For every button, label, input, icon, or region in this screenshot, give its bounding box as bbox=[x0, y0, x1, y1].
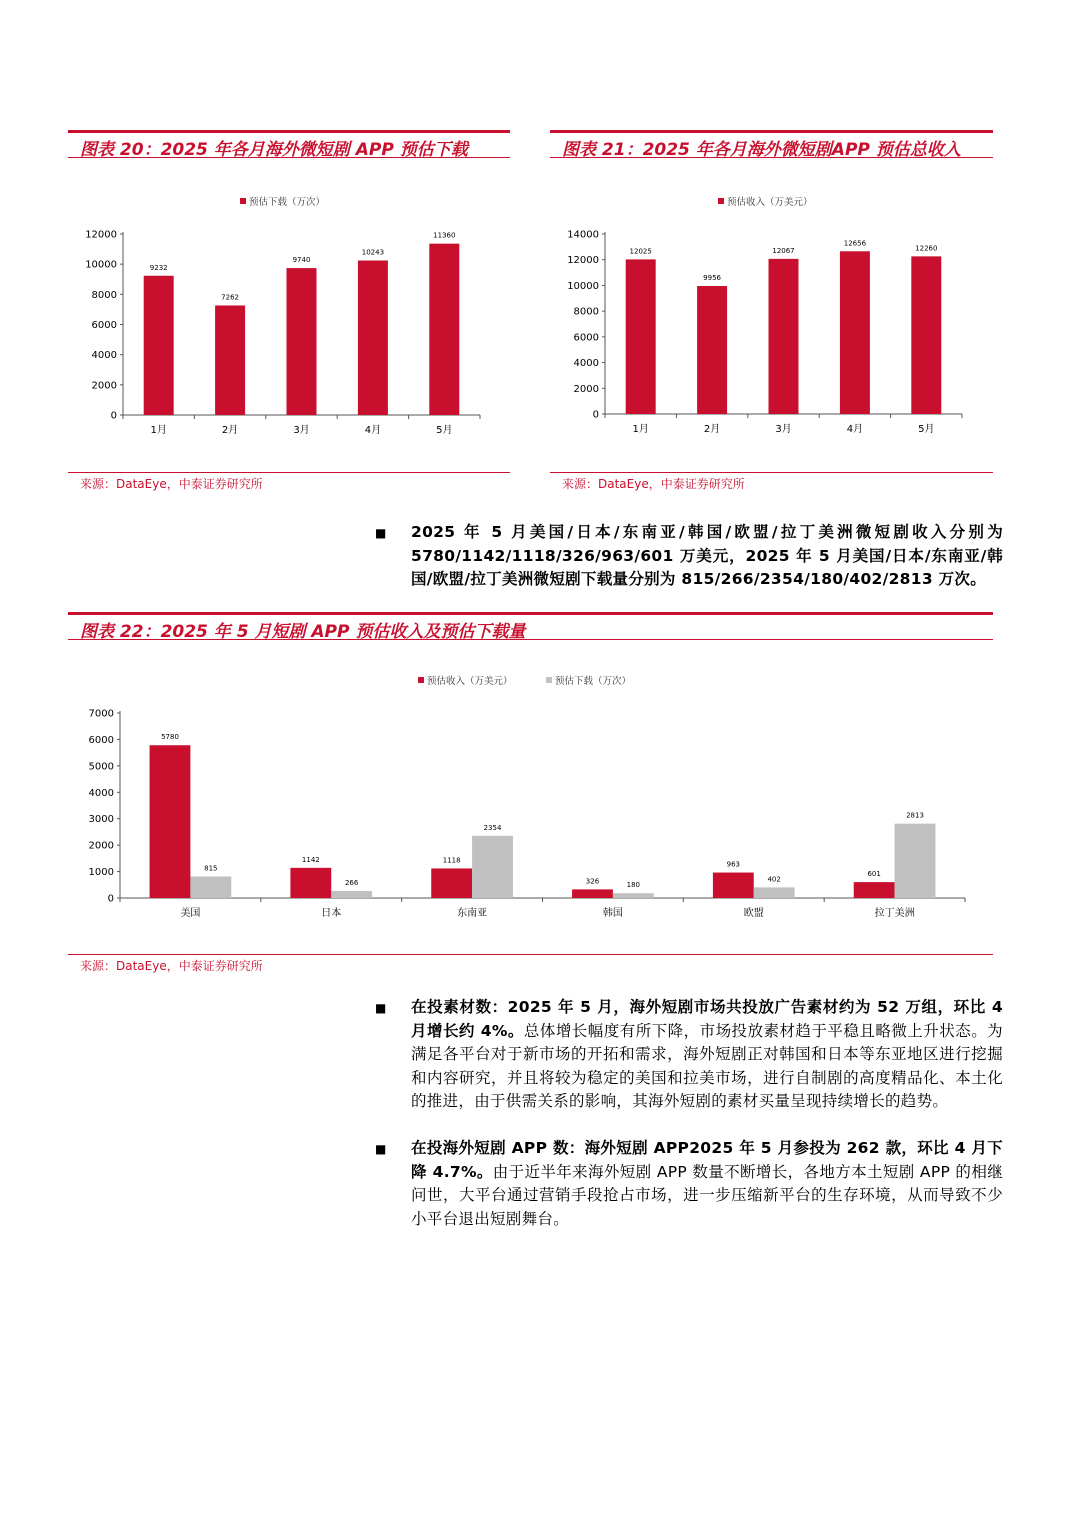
bar-primary bbox=[215, 305, 245, 415]
bullet-paragraph-2 bbox=[411, 996, 1003, 1114]
bar-primary bbox=[769, 259, 799, 414]
bullet-marker-3: ■ bbox=[375, 1142, 387, 1156]
legend-label: 预估收入（万美元） bbox=[427, 676, 513, 687]
data-label: 963 bbox=[726, 860, 741, 869]
data-label: 2354 bbox=[483, 823, 502, 832]
data-label: 9956 bbox=[703, 273, 722, 282]
y-tick-label: 4000 bbox=[573, 358, 599, 370]
data-label: 10243 bbox=[361, 248, 385, 257]
bar-primary bbox=[713, 873, 754, 898]
bullet-paragraph-3-text: 由于近半年来海外短剧 APP 数量不断增长，各地方本土短剧 APP 的相继问世，大平台通过营销手段抢占市场，进一步压缩新平台的生存环境，从而导致不少小平台退出短剧舞台。 bbox=[411, 1162, 1003, 1228]
bar-secondary bbox=[472, 836, 513, 898]
bar-primary bbox=[626, 259, 656, 414]
data-label: 402 bbox=[767, 875, 781, 884]
data-label: 9740 bbox=[292, 256, 311, 265]
x-tick-label: 2月 bbox=[221, 425, 239, 436]
bar-secondary bbox=[754, 887, 795, 898]
bar-primary bbox=[854, 882, 895, 898]
data-label: 601 bbox=[867, 870, 881, 879]
bar-primary bbox=[287, 268, 317, 415]
data-label: 7262 bbox=[221, 293, 240, 302]
bar-primary bbox=[431, 868, 472, 898]
legend-swatch bbox=[240, 198, 246, 204]
bar-primary bbox=[150, 745, 191, 898]
figure-20-source-divider bbox=[68, 472, 510, 473]
y-tick-label: 6000 bbox=[573, 332, 599, 344]
figure-21-source: 来源：DataEye，中泰证券研究所 bbox=[562, 477, 745, 491]
x-tick-label: 韩国 bbox=[602, 908, 623, 919]
bar-primary bbox=[697, 286, 727, 414]
legend-swatch bbox=[418, 677, 424, 683]
data-label: 12067 bbox=[772, 246, 795, 255]
bullet-paragraph-3 bbox=[411, 1137, 1003, 1231]
y-tick-label: 5000 bbox=[88, 761, 114, 773]
data-label: 12025 bbox=[629, 247, 652, 256]
figure-21-source-divider bbox=[550, 472, 993, 473]
bar-primary bbox=[572, 889, 613, 898]
y-tick-label: 6000 bbox=[88, 734, 114, 746]
x-tick-label: 美国 bbox=[180, 908, 201, 919]
y-tick-label: 1000 bbox=[88, 867, 114, 879]
y-tick-label: 3000 bbox=[88, 814, 114, 826]
bullet-paragraph-2-lead: 在投素材数：2025 年 5 月，海外短剧市场共投放广告素材约为 52 万组，环比 4 月增长约 4%。 bbox=[411, 998, 1003, 1040]
y-tick-label: 10000 bbox=[85, 259, 117, 271]
y-tick-label: 0 bbox=[107, 893, 114, 905]
figure-21-title: 图表 21：2025 年各月海外微短剧APP 预估总收入 bbox=[562, 140, 961, 160]
y-tick-label: 10000 bbox=[567, 280, 599, 292]
x-tick-label: 5月 bbox=[436, 425, 453, 436]
bar-secondary bbox=[895, 824, 936, 898]
bullet-marker-1: ■ bbox=[375, 526, 387, 540]
legend-label: 预估收入（万美元） bbox=[727, 197, 813, 208]
legend-label: 预估下载（万次） bbox=[249, 197, 326, 208]
y-tick-label: 0 bbox=[592, 409, 599, 421]
bullet-paragraph-1-text: 2025 年 5 月美国/日本/东南亚/韩国/欧盟/拉丁美洲微短剧收入分别为 5780/1142/1118/326/963/601 万美元，2025 年 5 月美国/日本/东南亚/韩国/欧盟/拉丁美洲微短剧下载量分别为 815/266/2354/180/402/2813 万次。 bbox=[411, 523, 1003, 588]
legend-swatch bbox=[718, 198, 724, 204]
data-label: 11360 bbox=[433, 231, 456, 240]
y-tick-label: 14000 bbox=[567, 229, 599, 241]
figure-22-chart bbox=[68, 670, 993, 930]
x-tick-label: 日本 bbox=[321, 908, 342, 919]
y-tick-label: 8000 bbox=[573, 306, 599, 318]
figure-22-title-bar bbox=[68, 612, 993, 640]
data-label: 815 bbox=[204, 864, 218, 873]
y-tick-label: 4000 bbox=[88, 787, 114, 799]
data-label: 1142 bbox=[301, 855, 320, 864]
figure-21-title-bar bbox=[550, 130, 993, 158]
figure-22-title: 图表 22：2025 年 5 月短剧 APP 预估收入及预估下载量 bbox=[80, 622, 526, 642]
data-label: 180 bbox=[626, 881, 641, 890]
y-tick-label: 12000 bbox=[567, 255, 599, 267]
bar-secondary bbox=[613, 893, 654, 898]
bar-primary bbox=[144, 276, 174, 415]
bullet-paragraph-1 bbox=[411, 521, 1003, 592]
bar-primary bbox=[290, 868, 331, 898]
x-tick-label: 3月 bbox=[293, 425, 310, 436]
x-tick-label: 3月 bbox=[775, 424, 792, 435]
x-tick-label: 1月 bbox=[150, 425, 167, 436]
data-label: 9232 bbox=[149, 263, 168, 272]
bar-secondary bbox=[331, 891, 372, 898]
figure-20-title: 图表 20：2025 年各月海外微短剧 APP 预估下载 bbox=[80, 140, 468, 160]
x-tick-label: 4月 bbox=[846, 424, 864, 435]
bullet-paragraph-3-lead: 在投海外短剧 APP 数：海外短剧 APP2025 年 5 月参投为 262 款，环比 4 月下降 4.7%。 bbox=[411, 1139, 1003, 1181]
legend-swatch bbox=[546, 677, 552, 683]
figure-21-chart bbox=[550, 190, 993, 450]
data-label: 266 bbox=[344, 878, 359, 887]
y-tick-label: 2000 bbox=[88, 840, 114, 852]
figure-20-title-bar bbox=[68, 130, 510, 158]
data-label: 12656 bbox=[843, 239, 867, 248]
x-tick-label: 欧盟 bbox=[743, 908, 764, 919]
x-tick-label: 5月 bbox=[918, 424, 935, 435]
y-tick-label: 12000 bbox=[85, 229, 117, 241]
figure-22-source-divider bbox=[68, 954, 993, 955]
bar-primary bbox=[840, 251, 870, 414]
x-tick-label: 东南亚 bbox=[457, 908, 488, 919]
y-tick-label: 2000 bbox=[91, 380, 117, 392]
data-label: 5780 bbox=[161, 733, 179, 742]
figure-22-source: 来源：DataEye，中泰证券研究所 bbox=[80, 959, 263, 973]
bar-primary bbox=[358, 261, 388, 415]
bar-primary bbox=[911, 256, 941, 414]
y-tick-label: 4000 bbox=[91, 350, 117, 362]
bullet-marker-2: ■ bbox=[375, 1001, 387, 1015]
data-label: 12260 bbox=[915, 244, 938, 253]
x-tick-label: 1月 bbox=[632, 424, 649, 435]
data-label: 1118 bbox=[442, 856, 461, 865]
y-tick-label: 0 bbox=[110, 410, 117, 422]
x-tick-label: 拉丁美洲 bbox=[874, 908, 915, 919]
data-label: 326 bbox=[585, 877, 600, 886]
y-tick-label: 6000 bbox=[91, 320, 117, 331]
x-tick-label: 4月 bbox=[364, 425, 382, 436]
data-label: 2813 bbox=[906, 811, 924, 820]
x-tick-label: 2月 bbox=[703, 424, 721, 435]
y-tick-label: 2000 bbox=[573, 383, 599, 395]
bar-secondary bbox=[190, 876, 231, 898]
y-tick-label: 7000 bbox=[88, 708, 114, 720]
bullet-paragraph-2-text: 总体增长幅度有所下降，市场投放素材趋于平稳且略微上升状态。为满足各平台对于新市场的开拓和需求，海外短剧正对韩国和日本等东亚地区进行挖掘和内容研究，并且将较为稳定的美国和拉美市场，进行自制剧的高度精品化、本土化的推进，由于供需关系的影响，其海外短剧的素材买量呈现持续增长的趋势。 bbox=[411, 1021, 1003, 1110]
bar-primary bbox=[429, 244, 459, 415]
figure-20-source: 来源：DataEye，中泰证券研究所 bbox=[80, 477, 263, 491]
y-tick-label: 8000 bbox=[91, 289, 117, 301]
legend-label: 预估下载（万次） bbox=[555, 676, 632, 687]
figure-20-chart bbox=[68, 190, 510, 450]
